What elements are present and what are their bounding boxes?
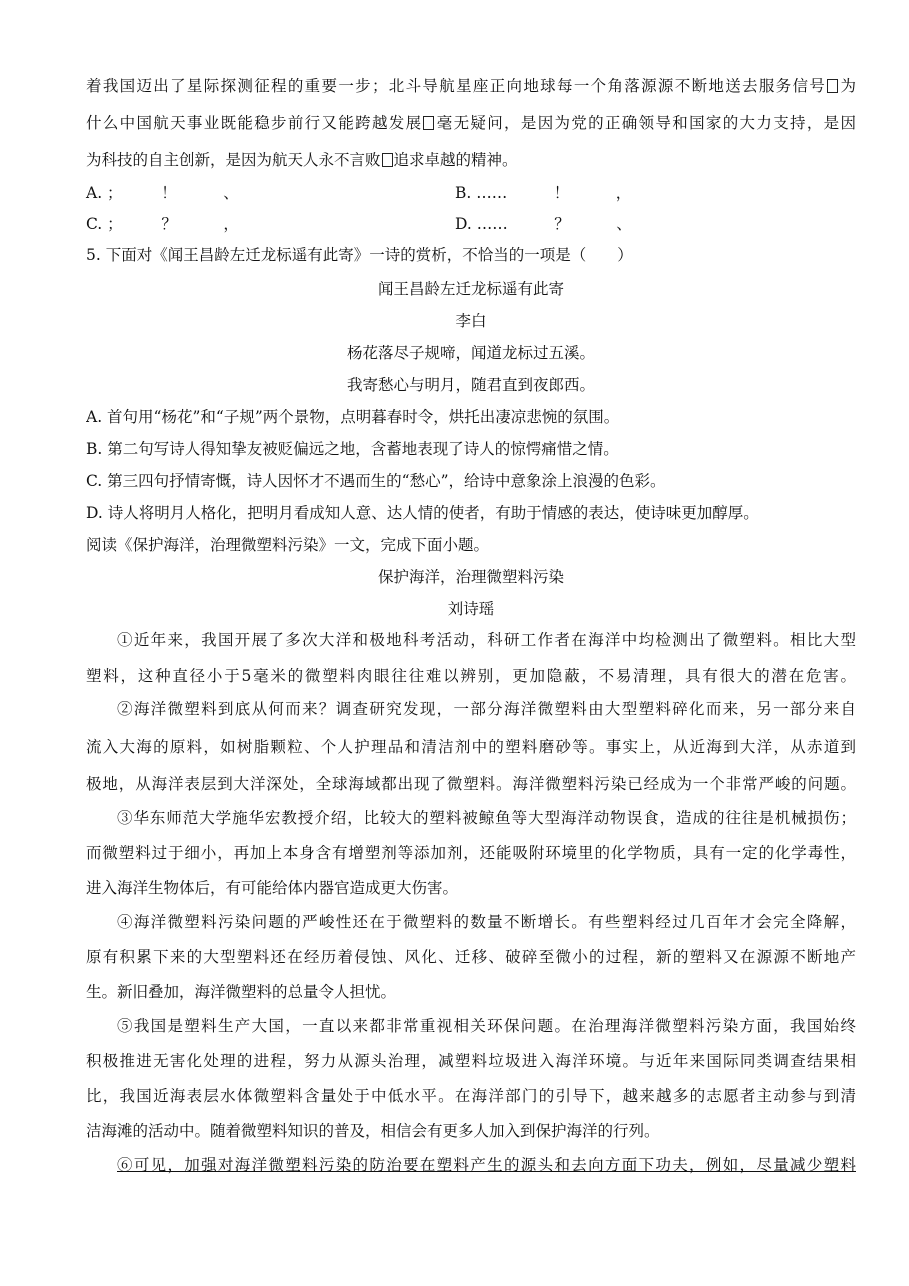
- paragraph-2-line-1: ②海洋微塑料到底从何而来？调查研究发现，一部分海洋微塑料由大型塑料碎化而来，另一部分来自: [117, 700, 856, 718]
- blank-box: [827, 79, 838, 93]
- intro-line-1: 着我国迈出了星际探测征程的重要一步；北斗导航星座正向地球每一个角落源源不断地送去服务信号 为: [86, 77, 856, 95]
- paragraph-5-line-2: 积极推进无害化处理的进程，努力从源头治理，减塑料垃圾进入海洋环境。与近年来国际同类调查结果相: [86, 1052, 856, 1070]
- reading-instruction: 阅读《保护海洋，治理微塑料污染》一文，完成下面小题。: [86, 536, 490, 554]
- paragraph-2-line-3: 极地，从海洋表层到大洋深处，全球海域都出现了微塑料。海洋微塑料污染已经成为一个非常严峻的问题。: [86, 775, 856, 793]
- poem-line-2: 我寄愁心与明月，随君直到夜郎西。: [346, 376, 595, 394]
- article-author: 刘诗瑶: [447, 600, 495, 618]
- paragraph-1-line-1: ①近年来，我国开展了多次大洋和极地科考活动，科研工作者在海洋中均检测出了微塑料。相比大型: [117, 631, 856, 649]
- poem-author: 李白: [455, 312, 487, 330]
- paragraph-5-line-3: 比，我国近海表层水体微塑料含量处于中低水平。在海洋部门的引导下，越来越多的志愿者主动参与到清: [86, 1087, 856, 1105]
- q4-option-c: C. ； ？ ，: [86, 215, 239, 233]
- blank-box: [423, 116, 434, 130]
- q5-option-a: A. 首句用“杨花”和“子规”两个景物，点明暮春时令，烘托出凄凉悲惋的氛围。: [86, 408, 620, 426]
- paragraph-5-line-1: ⑤我国是塑料生产大国，一直以来都非常重视相关环保问题。在治理海洋微塑料污染方面，我国始终: [117, 1017, 856, 1035]
- q5-stem: 5. 下面对《闻王昌龄左迁龙标遥有此寄》一诗的赏析，不恰当的一项是（ ）: [86, 246, 633, 264]
- paragraph-4-line-3: 生。新旧叠加，海洋微塑料的总量令人担忧。: [86, 983, 397, 1001]
- article-title: 保护海洋，治理微塑料污染: [377, 568, 564, 586]
- paragraph-4-line-2: 原有积累下来的大型塑料还在经历着侵蚀、风化、迁移、破碎至微小的过程，新的塑料又在源源不断地产: [86, 948, 856, 966]
- paragraph-4-line-1: ④海洋微塑料污染问题的严峻性还在于微塑料的数量不断增长。有些塑料经过几百年才会完全降解，: [117, 913, 856, 931]
- q5-option-c: C. 第三四句抒情寄慨，诗人因怀才不遇而生的“愁心”，给诗中意象涂上浪漫的色彩。: [86, 472, 666, 490]
- paragraph-2-line-2: 流入大海的原料，如树脂颗粒、个人护理品和清洁剂中的塑料磨砂等。事实上，从近海到大洋，从赤道到: [86, 738, 856, 756]
- paragraph-3-line-3: 进入海洋生物体后，有可能给体内器官造成更大伤害。: [86, 879, 459, 897]
- q4-option-d: D. …… ？ 、: [455, 215, 632, 233]
- q4-option-b: B. …… ！ ，: [455, 184, 632, 202]
- paragraph-6-line-1: ⑥可见，加强对海洋微塑料污染的防治要在塑料产生的源头和去向方面下功夫，例如，尽量减少塑料: [117, 1156, 856, 1174]
- paragraph-3-line-1: ③华东师范大学施华宏教授介绍，比较大的塑料被鲸鱼等大型海洋动物误食，造成的往往是机械损伤；: [117, 809, 856, 827]
- paragraph-1-line-2: 塑料，这种直径小于5毫米的微塑料肉眼往往难以辨别，更加隐蔽，不易清理，具有很大的潜在危害。: [86, 667, 856, 685]
- intro-line-2: 什么中国航天事业既能稳步前行又能跨越发展 毫无疑问，是因为党的正确领导和国家的大力支持，是因: [86, 114, 856, 132]
- intro-line-3: 为科技的自主创新，是因为航天人永不言败 追求卓越的精神。: [86, 151, 518, 169]
- blank-box: [382, 153, 393, 167]
- q4-option-a: A. ； ！ 、: [86, 184, 239, 202]
- poem-line-1: 杨花落尽子规啼，闻道龙标过五溪。: [346, 344, 595, 362]
- q5-option-b: B. 第二句写诗人得知挚友被贬偏远之地，含蓄地表现了诗人的惊愕痛惜之情。: [86, 440, 619, 458]
- paragraph-5-line-4: 洁海滩的活动中。随着微塑料知识的普及，相信会有更多人加入到保护海洋的行列。: [86, 1122, 660, 1140]
- poem-title: 闻王昌龄左迁龙标遥有此寄: [377, 280, 564, 298]
- paragraph-3-line-2: 而微塑料过于细小，再加上本身含有增塑剂等添加剂，还能吸附环境里的化学物质，具有一定的化学毒性，: [86, 844, 856, 862]
- q5-option-d: D. 诗人将明月人格化，把明月看成知人意、达人情的使者，有助于情感的表达，使诗味更加醇厚。: [86, 504, 759, 522]
